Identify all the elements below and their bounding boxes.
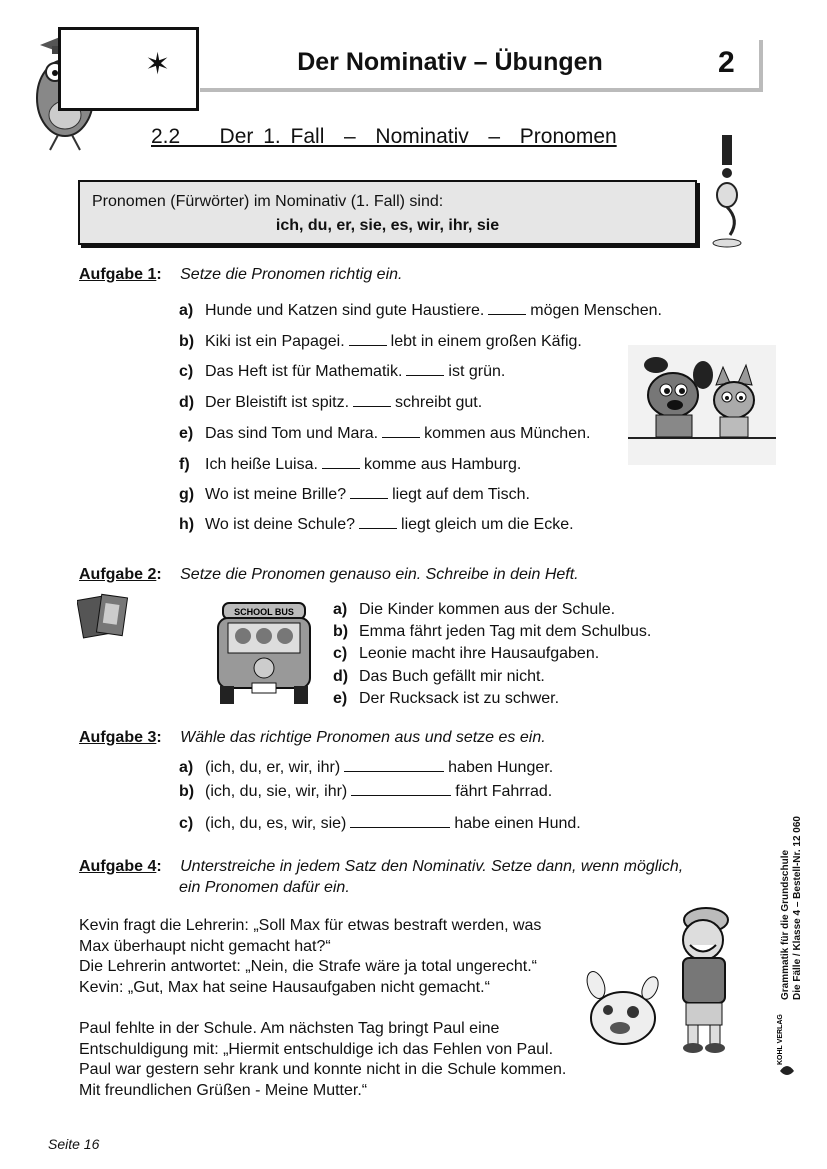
blank[interactable]	[488, 302, 526, 315]
star-box	[58, 27, 199, 111]
task2-item: d) Das Buch gefällt mir nicht.	[333, 668, 545, 685]
task3-item: b) (ich, du, sie, wir, ihr) fährt Fahrrad.	[179, 783, 553, 800]
page-number: Seite 16	[48, 1136, 100, 1152]
info-text: Pronomen (Fürwörter) im Nominativ (1. Fall) sind:	[92, 193, 444, 210]
task1-item: h) Wo ist deine Schule? liegt gleich um die Ecke.	[179, 516, 574, 533]
blank[interactable]	[351, 783, 451, 796]
task2-header: Aufgabe 2: Setze die Pronomen genauso ein. Schreibe in dein Heft.	[79, 566, 579, 583]
task2-item: e) Der Rucksack ist zu schwer.	[333, 690, 560, 707]
task4-label: Aufgabe 4	[79, 858, 157, 875]
task3-label: Aufgabe 3	[79, 729, 157, 746]
blank[interactable]	[382, 425, 420, 438]
story-paragraph-1: Kevin fragt die Lehrerin: „Soll Max für etwas bestraft werden, was Max überhaupt nicht gemacht hat?“ Die Lehrerin antwortet: „Nein, die Strafe wäre ja total ungerecht.“ Kevin: „Gut, Max hat seine Hausaufgaben nicht gemacht.“	[79, 917, 542, 996]
task3-instruction: Wähle das richtige Pronomen aus und setze es ein.	[180, 729, 546, 746]
task4-header: Aufgabe 4: Unterstreiche in jedem Satz den Nominativ. Setze dann, wenn möglich,	[79, 858, 684, 875]
blank[interactable]	[349, 333, 387, 346]
svg-text:KOHL VERLAG: KOHL VERLAG	[777, 1014, 784, 1065]
story-paragraph-2: Paul fehlte in der Schule. Am nächsten Tag bringt Paul eine Entschuldigung mit: „Hiermit entschuldige ich das Fehlen von Paul. Paul war gestern sehr krank und konnte nicht in die Schule kommen. Mit freundlichen Grüßen - Meine Mutter.“	[79, 1020, 567, 1099]
task2-item: b) Emma fährt jeden Tag mit dem Schulbus.	[333, 623, 652, 640]
task2-label: Aufgabe 2	[79, 566, 157, 583]
section-subtitle: 2.2 Der 1. Fall – Nominativ – Pronomen	[151, 125, 617, 148]
task1-item: f) Ich heiße Luisa. komme aus Hamburg.	[179, 456, 522, 473]
task1-label: Aufgabe 1	[79, 266, 157, 283]
page-title: Der Nominativ – Übungen	[297, 48, 603, 76]
blank[interactable]	[322, 456, 360, 469]
task1-header: Aufgabe 1: Setze die Pronomen richtig ein.	[79, 266, 403, 283]
notebook-icon	[77, 592, 132, 642]
chapter-number: 2	[718, 46, 735, 79]
task2-item: c) Leonie macht ihre Hausaufgaben.	[333, 645, 600, 662]
blank[interactable]	[344, 759, 444, 772]
publisher-logo	[772, 1005, 802, 1080]
task1-item: b) Kiki ist ein Papagei. lebt in einem großen Käfig.	[179, 333, 582, 350]
info-box	[78, 180, 697, 245]
task4-instruction: Unterstreiche in jedem Satz den Nominativ. Setze dann, wenn möglich,	[180, 858, 684, 875]
task1-instruction: Setze die Pronomen richtig ein.	[180, 266, 403, 283]
task4-instruction-cont: ein Pronomen dafür ein.	[179, 879, 350, 896]
exclamation-figure-illustration	[705, 135, 755, 250]
school-bus-illustration	[208, 598, 320, 708]
blank[interactable]	[350, 486, 388, 499]
side-publisher-info: Grammatik für die Grundschule Die Fälle / Klasse 4 – Bestell-Nr. 12 060	[780, 816, 803, 1000]
dog-and-cat-illustration	[628, 345, 776, 465]
svg-text:SCHOOL BUS: SCHOOL BUS	[234, 607, 294, 617]
star-icon: ✶	[145, 48, 171, 81]
task1-item: a) Hunde und Katzen sind gute Haustiere. mögen Menschen.	[179, 302, 662, 319]
task3-header: Aufgabe 3: Wähle das richtige Pronomen aus und setze es ein.	[79, 729, 546, 746]
task1-item: g) Wo ist meine Brille? liegt auf dem Tisch.	[179, 486, 530, 503]
blank[interactable]	[350, 815, 450, 828]
task1-item: c) Das Heft ist für Mathematik. ist grün.	[179, 363, 506, 380]
blank[interactable]	[353, 394, 391, 407]
task3-item: a) (ich, du, er, wir, ihr) haben Hunger.	[179, 759, 554, 776]
task1-item: e) Das sind Tom und Mara. kommen aus München.	[179, 425, 591, 442]
blank[interactable]	[406, 363, 444, 376]
blank[interactable]	[359, 516, 397, 529]
task3-item: c) (ich, du, es, wir, sie) habe einen Hund.	[179, 815, 581, 832]
pronoun-list: ich, du, er, sie, es, wir, ihr, sie	[275, 217, 500, 234]
task1-item: d) Der Bleistift ist spitz. schreibt gut.	[179, 394, 483, 411]
boy-and-dog-illustration	[578, 900, 743, 1060]
task2-item: a) Die Kinder kommen aus der Schule.	[333, 601, 616, 618]
task2-instruction: Setze die Pronomen genauso ein. Schreibe in dein Heft.	[180, 566, 579, 583]
